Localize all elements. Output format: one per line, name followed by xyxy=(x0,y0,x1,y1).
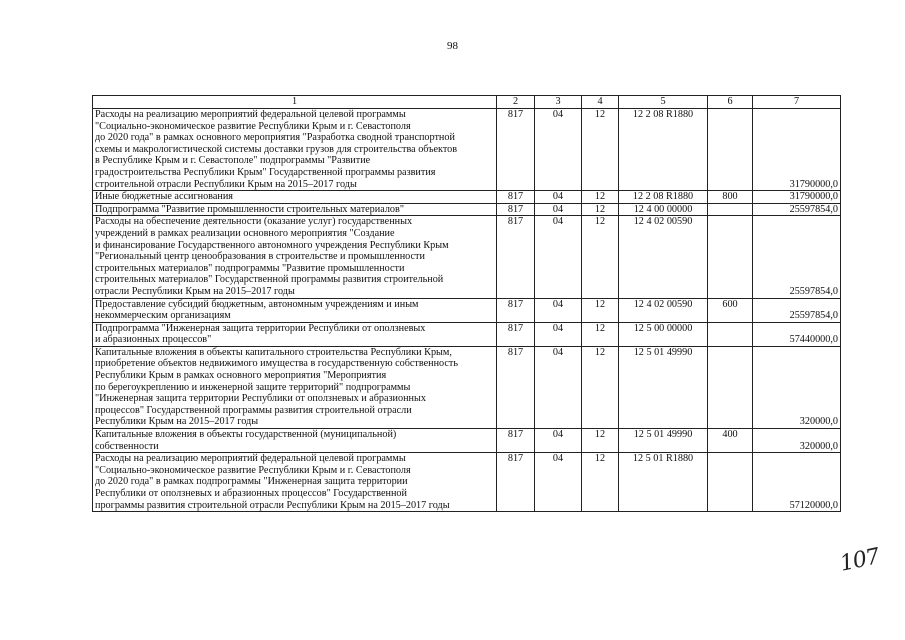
expense-name-cell: Иные бюджетные ассигнования xyxy=(93,191,497,204)
subsection-code-cell: 12 xyxy=(582,429,619,453)
expense-name-cell: Подпрограмма "Развитие промышленности строительных материалов" xyxy=(93,203,497,216)
amount-cell: 25597854,0 xyxy=(753,216,841,298)
table-row xyxy=(93,191,841,204)
expense-name-cell: Подпрограмма "Инженерная защита территории Республики от оползневых и абразионных процессов" xyxy=(93,322,497,346)
table-row xyxy=(93,203,841,216)
table-row xyxy=(93,216,841,298)
ministry-code-cell: 817 xyxy=(497,216,535,298)
target-article-cell: 12 4 02 00590 xyxy=(619,216,708,298)
column-header: 4 xyxy=(582,96,619,109)
target-article-cell: 12 2 08 R1880 xyxy=(619,191,708,204)
expense-name-cell: Расходы на обеспечение деятельности (оказание услуг) государственных учреждений в рамках реализации основного мероприятия "Создание и финансирование Государственного автономного учреждения Республики Крым "Региональный центр ценообразования в строительстве и промышленности строительных материалов" подпрограммы "Развитие промышленности строительных материалов" Государственной программы развития строительной отрасли Республики Крым на 2015–2017 годы xyxy=(93,216,497,298)
target-article-cell: 12 5 01 49990 xyxy=(619,429,708,453)
amount-cell: 31790000,0 xyxy=(753,109,841,191)
subsection-code-cell: 12 xyxy=(582,453,619,512)
expense-name-cell: Предоставление субсидий бюджетным, автономным учреждениям и иным некоммерческим организациям xyxy=(93,298,497,322)
section-code-cell: 04 xyxy=(535,346,582,428)
ministry-code-cell: 817 xyxy=(497,322,535,346)
column-header: 3 xyxy=(535,96,582,109)
subsection-code-cell: 12 xyxy=(582,322,619,346)
expense-type-cell xyxy=(708,109,753,191)
header-row xyxy=(93,96,841,109)
subsection-code-cell: 12 xyxy=(582,191,619,204)
section-code-cell: 04 xyxy=(535,453,582,512)
column-header: 2 xyxy=(497,96,535,109)
expense-type-cell xyxy=(708,346,753,428)
budget-table xyxy=(92,95,841,512)
amount-cell: 320000,0 xyxy=(753,346,841,428)
subsection-code-cell: 12 xyxy=(582,346,619,428)
expense-type-cell: 400 xyxy=(708,429,753,453)
table-row xyxy=(93,346,841,428)
expense-name-cell: Капитальные вложения в объекты государственной (муниципальной) собственности xyxy=(93,429,497,453)
column-header: 1 xyxy=(93,96,497,109)
amount-cell: 57120000,0 xyxy=(753,453,841,512)
table-row xyxy=(93,429,841,453)
section-code-cell: 04 xyxy=(535,203,582,216)
subsection-code-cell: 12 xyxy=(582,109,619,191)
subsection-code-cell: 12 xyxy=(582,216,619,298)
expense-type-cell: 800 xyxy=(708,191,753,204)
column-header: 7 xyxy=(753,96,841,109)
ministry-code-cell: 817 xyxy=(497,203,535,216)
table-row xyxy=(93,298,841,322)
expense-type-cell: 600 xyxy=(708,298,753,322)
amount-cell: 31790000,0 xyxy=(753,191,841,204)
expense-type-cell xyxy=(708,453,753,512)
target-article-cell: 12 5 01 49990 xyxy=(619,346,708,428)
column-header: 5 xyxy=(619,96,708,109)
ministry-code-cell: 817 xyxy=(497,191,535,204)
expense-type-cell xyxy=(708,322,753,346)
table-row xyxy=(93,453,841,512)
table-row xyxy=(93,322,841,346)
subsection-code-cell: 12 xyxy=(582,298,619,322)
section-code-cell: 04 xyxy=(535,322,582,346)
section-code-cell: 04 xyxy=(535,191,582,204)
target-article-cell: 12 5 00 00000 xyxy=(619,322,708,346)
ministry-code-cell: 817 xyxy=(497,453,535,512)
expense-name-cell: Расходы на реализацию мероприятий федеральной целевой программы "Социально-экономическое развитие Республики Крым и г. Севастополя до 2020 года" в рамках основного мероприятия "Разработка сводной транспортной схемы и макрологистической системы доставки грузов для строительства объектов в Республике Крым и г. Севастополе" подпрограммы "Развитие градостроительства Республики Крым" Государственной программы развития строительной отрасли Республики Крым на 2015–2017 годы xyxy=(93,109,497,191)
amount-cell: 25597854,0 xyxy=(753,203,841,216)
expense-type-cell xyxy=(708,216,753,298)
ministry-code-cell: 817 xyxy=(497,346,535,428)
table-row xyxy=(93,109,841,191)
target-article-cell: 12 5 01 R1880 xyxy=(619,453,708,512)
section-code-cell: 04 xyxy=(535,109,582,191)
ministry-code-cell: 817 xyxy=(497,298,535,322)
target-article-cell: 12 4 00 00000 xyxy=(619,203,708,216)
expense-name-cell: Расходы на реализацию мероприятий федеральной целевой программы "Социально-экономическое развитие Республики Крым и г. Севастополя до 2020 года" в рамках подпрограммы "Инженерная защита территории Республики от оползневых и абразионных процессов" Государственной программы развития строительной отрасли Республики Крым на 2015–2017 годы xyxy=(93,453,497,512)
section-code-cell: 04 xyxy=(535,216,582,298)
amount-cell: 25597854,0 xyxy=(753,298,841,322)
section-code-cell: 04 xyxy=(535,298,582,322)
ministry-code-cell: 817 xyxy=(497,109,535,191)
handwritten-page-mark: 107 xyxy=(837,544,882,577)
target-article-cell: 12 2 08 R1880 xyxy=(619,109,708,191)
expense-type-cell xyxy=(708,203,753,216)
target-article-cell: 12 4 02 00590 xyxy=(619,298,708,322)
page-number: 98 xyxy=(447,40,458,52)
column-header: 6 xyxy=(708,96,753,109)
section-code-cell: 04 xyxy=(535,429,582,453)
amount-cell: 57440000,0 xyxy=(753,322,841,346)
ministry-code-cell: 817 xyxy=(497,429,535,453)
amount-cell: 320000,0 xyxy=(753,429,841,453)
subsection-code-cell: 12 xyxy=(582,203,619,216)
expense-name-cell: Капитальные вложения в объекты капитального строительства Республики Крым, приобретение объектов недвижимого имущества в государственную собственность Республики Крым в рамках основного мероприятия "Мероприятия по берегоукреплению и инженерной защите территорий" подпрограммы "Инженерная защита территории Республики от оползневых и абразионных процессов" Государственной программы развития строительной отрасли Республики Крым на 2015–2017 годы xyxy=(93,346,497,428)
